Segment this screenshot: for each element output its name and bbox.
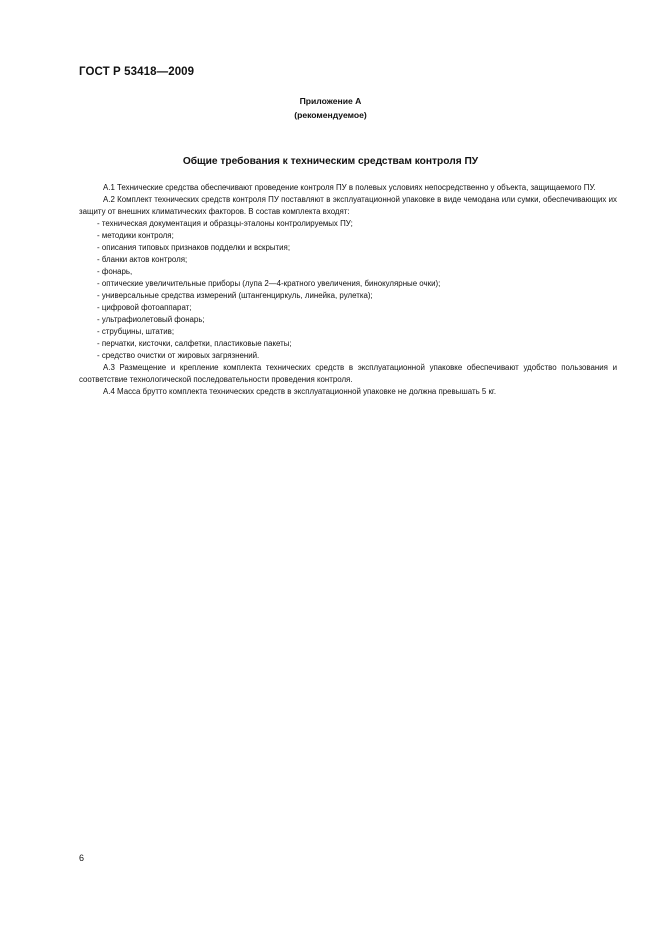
list-item: - техническая документация и образцы-эталоны контролируемых ПУ; (79, 218, 617, 230)
annex-label: Приложение А (299, 96, 362, 106)
annex-heading (0, 94, 661, 122)
list-item: - перчатки, кисточки, салфетки, пластиковые пакеты; (79, 338, 617, 350)
list-item: - методики контроля; (79, 230, 617, 242)
kit-list (79, 218, 617, 362)
list-item: - фонарь, (79, 266, 617, 278)
paragraph-a3: А.3 Размещение и крепление комплекта технических средств в эксплуатационной упаковке обеспечивают удобство пользования и соответствие технологической последовательности проведения контроля. (79, 363, 617, 384)
list-item: - струбцины, штатив; (79, 326, 617, 338)
list-item: - универсальные средства измерений (штангенциркуль, линейка, рулетка); (79, 290, 617, 302)
paragraph-a2: А.2 Комплект технических средств контроля ПУ поставляют в эксплуатационной упаковке в виде чемодана или сумки, обеспечивающих их защиту от внешних климатических факторов. В состав комплекта входят: (79, 195, 617, 216)
list-item: - цифровой фотоаппарат; (79, 302, 617, 314)
paragraph-a1: А.1 Технические средства обеспечивают проведение контроля ПУ в полевых условиях непосредственно у объекта, защищаемого ПУ. (103, 183, 596, 192)
list-item: - описания типовых признаков подделки и вскрытия; (79, 242, 617, 254)
document-code: ГОСТ Р 53418—2009 (79, 66, 195, 78)
section-title: Общие требования к техническим средствам контроля ПУ (182, 156, 479, 167)
list-item: - ультрафиолетовый фонарь; (79, 314, 617, 326)
page-number: 6 (79, 853, 85, 863)
list-item: - бланки актов контроля; (79, 254, 617, 266)
paragraph-a4: А.4 Масса брутто комплекта технических средств в эксплуатационной упаковке не должна превышать 5 кг. (103, 387, 497, 396)
document-body (79, 182, 617, 398)
list-item: - оптические увеличительные приборы (лупа 2—4-кратного увеличения, бинокулярные очки); (79, 278, 617, 290)
list-item: - средство очистки от жировых загрязнений. (79, 350, 617, 362)
annex-status: (рекомендуемое) (294, 110, 367, 120)
